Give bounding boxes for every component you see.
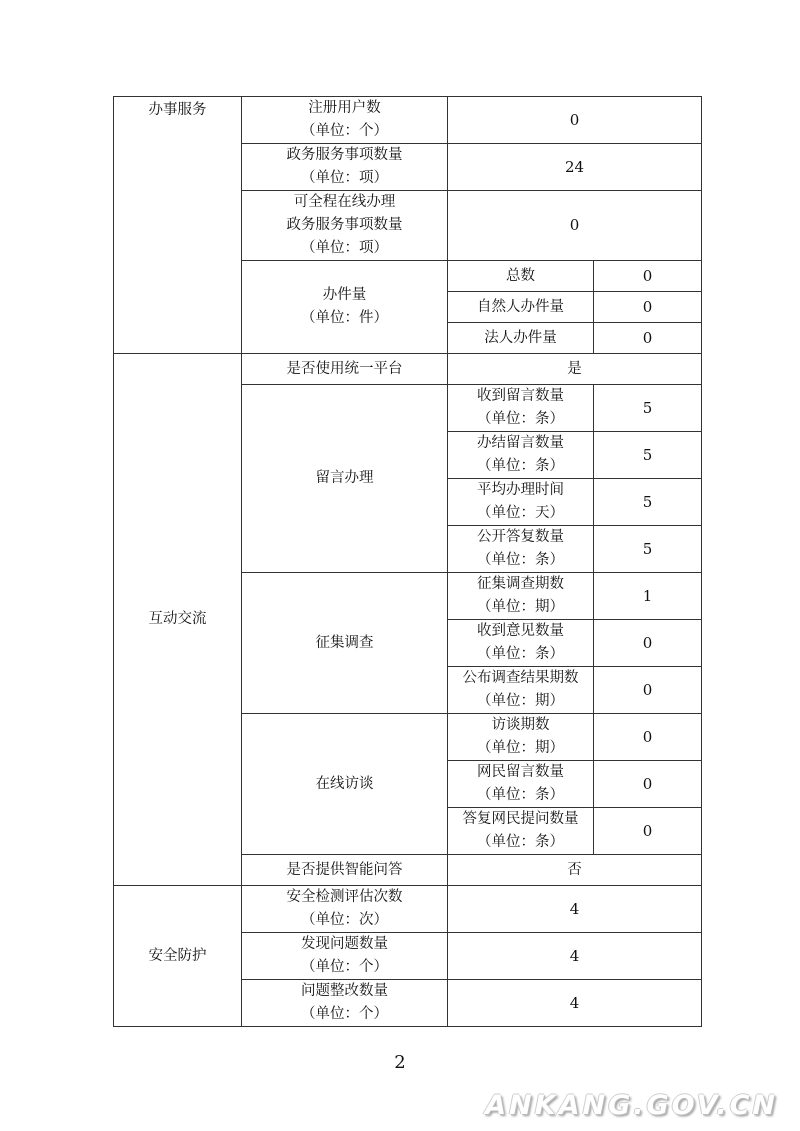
sub-label — [448, 385, 594, 432]
label-text: 可全程在线办理 — [293, 194, 396, 210]
label-text: 政务服务事项数量 — [286, 147, 403, 163]
cell-value: 5 — [594, 432, 702, 479]
unit-text: （单位：条） — [477, 787, 564, 803]
unit-text: （单位：个） — [301, 123, 388, 139]
cell-label — [242, 97, 448, 144]
unit-text: （单位：个） — [301, 959, 388, 975]
section-security-label — [114, 886, 242, 1027]
cell-label: 是否使用统一平台 — [242, 354, 448, 385]
cell-value: 1 — [594, 573, 702, 620]
section-title: 互动交流 — [148, 611, 207, 627]
unit-text: （单位：条） — [477, 552, 564, 568]
sub-label — [448, 526, 594, 573]
unit-text: （单位：期） — [477, 599, 564, 615]
unit-text: （单位：个） — [301, 1006, 388, 1022]
label-text: 发现问题数量 — [301, 936, 388, 952]
unit-text: （单位：条） — [477, 646, 564, 662]
sub-label — [448, 432, 594, 479]
label-text: 办结留言数量 — [477, 435, 564, 451]
cell-label — [242, 144, 448, 191]
label-text: 问题整改数量 — [301, 983, 388, 999]
cell-value: 0 — [594, 714, 702, 761]
cell-label — [242, 191, 448, 261]
unit-text: （单位：条） — [477, 834, 564, 850]
sub-label — [448, 479, 594, 526]
unit-text: （单位：期） — [477, 693, 564, 709]
watermark-logo: ANKANG.GOV.CN — [485, 1090, 778, 1121]
cell-value: 0 — [594, 292, 702, 323]
sub-label: 法人办件量 — [448, 323, 594, 354]
stats-table — [113, 96, 702, 1027]
cell-label: 是否提供智能问答 — [242, 855, 448, 886]
unit-text: （单位：次） — [301, 912, 388, 928]
cell-label — [242, 933, 448, 980]
section-title: 安全防护 — [148, 947, 207, 964]
cell-value: 0 — [594, 323, 702, 354]
label-text: 征集调查期数 — [477, 576, 564, 592]
label-text: 答复网民提问数量 — [462, 811, 579, 827]
label-text: 平均办理时间 — [477, 482, 564, 498]
page-number: 2 — [394, 1052, 406, 1073]
label-text: 访谈期数 — [491, 717, 550, 733]
cell-value: 5 — [594, 385, 702, 432]
cell-value: 0 — [448, 97, 702, 144]
cell-value: 0 — [448, 191, 702, 261]
label-text: 政务服务事项数量 — [286, 217, 403, 233]
cell-label — [242, 261, 448, 354]
label-text: 办件量 — [322, 287, 367, 303]
cell-value: 0 — [594, 261, 702, 292]
label-text: 安全检测评估次数 — [286, 889, 403, 905]
label-text: 注册用户数 — [308, 100, 381, 116]
sub-label — [448, 808, 594, 855]
unit-text: （单位：件） — [301, 310, 388, 326]
cell-value: 否 — [448, 855, 702, 886]
sub-label — [448, 667, 594, 714]
cell-value: 0 — [594, 808, 702, 855]
cell-value: 24 — [448, 144, 702, 191]
table-row — [114, 354, 702, 385]
sub-label — [448, 573, 594, 620]
unit-text: （单位：条） — [477, 458, 564, 474]
cell-value: 5 — [594, 479, 702, 526]
unit-text: （单位：期） — [477, 740, 564, 756]
label-text: 收到留言数量 — [477, 388, 564, 404]
section-service-label — [114, 97, 242, 354]
section-interaction-label — [114, 354, 242, 886]
cell-label — [242, 886, 448, 933]
cell-value: 0 — [594, 667, 702, 714]
cell-value: 4 — [448, 886, 702, 933]
unit-text: （单位：天） — [477, 505, 564, 521]
unit-text: （单位：项） — [301, 240, 388, 256]
cell-value: 4 — [448, 980, 702, 1027]
table-row — [114, 97, 702, 144]
label-text: 公开答复数量 — [477, 529, 564, 545]
table-row — [114, 886, 702, 933]
unit-text: （单位：条） — [477, 411, 564, 427]
label-text: 网民留言数量 — [477, 764, 564, 780]
cell-value: 4 — [448, 933, 702, 980]
label-text: 公布调查结果期数 — [462, 670, 579, 686]
sub-label: 总数 — [448, 261, 594, 292]
cell-label — [242, 980, 448, 1027]
group-label: 在线访谈 — [242, 714, 448, 855]
cell-value: 是 — [448, 354, 702, 385]
sub-label — [448, 714, 594, 761]
group-label: 留言办理 — [242, 385, 448, 573]
sub-label — [448, 620, 594, 667]
label-text: 收到意见数量 — [477, 623, 564, 639]
sub-label — [448, 761, 594, 808]
unit-text: （单位：项） — [301, 170, 388, 186]
section-title: 办事服务 — [148, 102, 207, 118]
cell-value: 0 — [594, 620, 702, 667]
cell-value: 5 — [594, 526, 702, 573]
sub-label: 自然人办件量 — [448, 292, 594, 323]
cell-value: 0 — [594, 761, 702, 808]
group-label: 征集调查 — [242, 573, 448, 714]
